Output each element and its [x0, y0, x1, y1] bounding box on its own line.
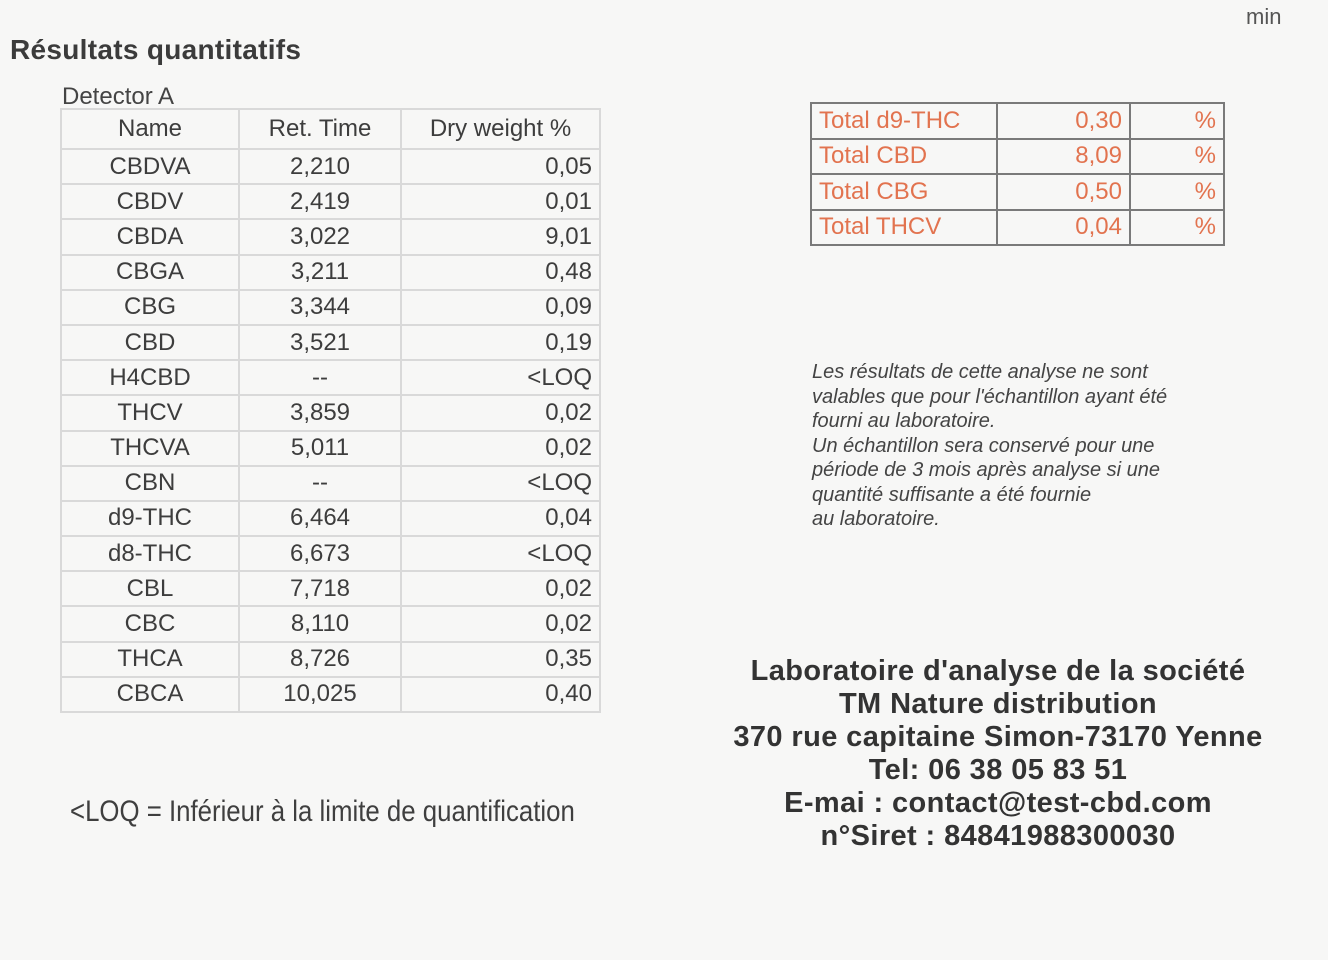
dry-weight-cell: 0,01	[401, 184, 600, 219]
table-row	[61, 290, 600, 325]
compound-name: d9-THC	[61, 501, 239, 536]
disclaimer-line: quantité suffisante a été fournie	[812, 483, 1092, 506]
table-row	[61, 184, 600, 219]
table-row	[61, 536, 600, 571]
table-row	[61, 431, 600, 466]
disclaimer-line: au laboratoire.	[812, 508, 940, 530]
dry-weight-cell: 0,04	[401, 501, 600, 536]
table-row	[61, 395, 600, 430]
detector-label: Detector A	[62, 83, 175, 110]
ret-time-cell: 10,025	[239, 677, 401, 712]
compound-name: CBDVA	[61, 149, 239, 184]
total-value: 0,50	[997, 174, 1130, 210]
disclaimer-line: fourni au laboratoire.	[812, 410, 996, 432]
total-name: Total CBG	[811, 174, 997, 210]
ret-time-cell: --	[239, 360, 401, 395]
dry-weight-cell: 0,02	[401, 395, 600, 430]
total-unit: %	[1130, 210, 1224, 246]
dry-weight-cell: 0,48	[401, 255, 600, 290]
compound-name: THCV	[61, 395, 239, 430]
totals-row	[811, 103, 1224, 139]
total-unit: %	[1130, 174, 1224, 210]
total-unit: %	[1130, 139, 1224, 175]
company-info	[700, 655, 1296, 853]
table-row	[61, 360, 600, 395]
total-value: 8,09	[997, 139, 1130, 175]
company-line: TM Nature distribution	[838, 688, 1158, 720]
header-dry-weight: Dry weight %	[401, 109, 600, 149]
total-unit: %	[1130, 103, 1224, 139]
table-row	[61, 571, 600, 606]
dry-weight-cell: 0,02	[401, 571, 600, 606]
dry-weight-cell: <LOQ	[401, 466, 600, 501]
table-row	[61, 606, 600, 641]
dry-weight-cell: 0,09	[401, 290, 600, 325]
compound-name: d8-THC	[61, 536, 239, 571]
min-label: min	[1246, 4, 1282, 29]
company-line: n°Siret : 84841988300030	[820, 820, 1176, 852]
ret-time-cell: --	[239, 466, 401, 501]
compound-name: CBC	[61, 606, 239, 641]
disclaimer-line: Les résultats de cette analyse ne sont	[812, 361, 1148, 383]
header-ret-time: Ret. Time	[239, 109, 401, 149]
total-value: 0,04	[997, 210, 1130, 246]
total-value: 0,30	[997, 103, 1130, 139]
ret-time-cell: 8,110	[239, 606, 401, 641]
dry-weight-cell: 9,01	[401, 219, 600, 254]
disclaimer	[812, 360, 1272, 532]
totals-row	[811, 210, 1224, 246]
dry-weight-cell: <LOQ	[401, 536, 600, 571]
table-row	[61, 219, 600, 254]
compound-name: CBDV	[61, 184, 239, 219]
ret-time-cell: 7,718	[239, 571, 401, 606]
ret-time-cell: 3,859	[239, 395, 401, 430]
ret-time-cell: 3,022	[239, 219, 401, 254]
dry-weight-cell: 0,02	[401, 606, 600, 641]
table-row	[61, 255, 600, 290]
dry-weight-cell: 0,40	[401, 677, 600, 712]
compound-name: CBL	[61, 571, 239, 606]
table-row	[61, 501, 600, 536]
ret-time-cell: 8,726	[239, 642, 401, 677]
disclaimer-line: Un échantillon sera conservé pour une	[812, 434, 1155, 457]
compound-name: THCVA	[61, 431, 239, 466]
compound-name: CBCA	[61, 677, 239, 712]
disclaimer-line: période de 3 mois après analyse si une	[812, 459, 1160, 481]
total-name: Total d9-THC	[811, 103, 997, 139]
compound-name: CBG	[61, 290, 239, 325]
company-line: 370 rue capitaine Simon-73170 Yenne	[733, 721, 1263, 753]
table-row	[61, 642, 600, 677]
ret-time-cell: 3,521	[239, 325, 401, 360]
results-header-row	[61, 109, 600, 149]
header-name: Name	[61, 109, 239, 149]
compound-name: CBGA	[61, 255, 239, 290]
ret-time-cell: 2,210	[239, 149, 401, 184]
compound-name: THCA	[61, 642, 239, 677]
compound-name: CBN	[61, 466, 239, 501]
ret-time-cell: 6,464	[239, 501, 401, 536]
total-name: Total THCV	[811, 210, 997, 246]
table-row	[61, 149, 600, 184]
ret-time-cell: 5,011	[239, 431, 401, 466]
table-row	[61, 325, 600, 360]
compound-name: H4CBD	[61, 360, 239, 395]
results-table	[60, 108, 601, 713]
compound-name: CBDA	[61, 219, 239, 254]
company-line: E-mai : contact@test-cbd.com	[784, 787, 1212, 819]
dry-weight-cell: 0,05	[401, 149, 600, 184]
dry-weight-cell: <LOQ	[401, 360, 600, 395]
page-title: Résultats quantitatifs	[10, 34, 302, 65]
ret-time-cell: 2,419	[239, 184, 401, 219]
dry-weight-cell: 0,19	[401, 325, 600, 360]
totals-table	[810, 102, 1225, 246]
dry-weight-cell: 0,02	[401, 431, 600, 466]
dry-weight-cell: 0,35	[401, 642, 600, 677]
ret-time-cell: 6,673	[239, 536, 401, 571]
loq-note: <LOQ = Inférieur à la limite de quantification	[70, 795, 575, 828]
disclaimer-line: valables que pour l'échantillon ayant été	[812, 385, 1168, 408]
compound-name: CBD	[61, 325, 239, 360]
table-row	[61, 677, 600, 712]
total-name: Total CBD	[811, 139, 997, 175]
table-row	[61, 466, 600, 501]
company-line: Laboratoire d'analyse de la société	[750, 655, 1246, 687]
totals-row	[811, 139, 1224, 175]
ret-time-cell: 3,344	[239, 290, 401, 325]
company-line: Tel: 06 38 05 83 51	[868, 754, 1128, 786]
totals-row	[811, 174, 1224, 210]
ret-time-cell: 3,211	[239, 255, 401, 290]
